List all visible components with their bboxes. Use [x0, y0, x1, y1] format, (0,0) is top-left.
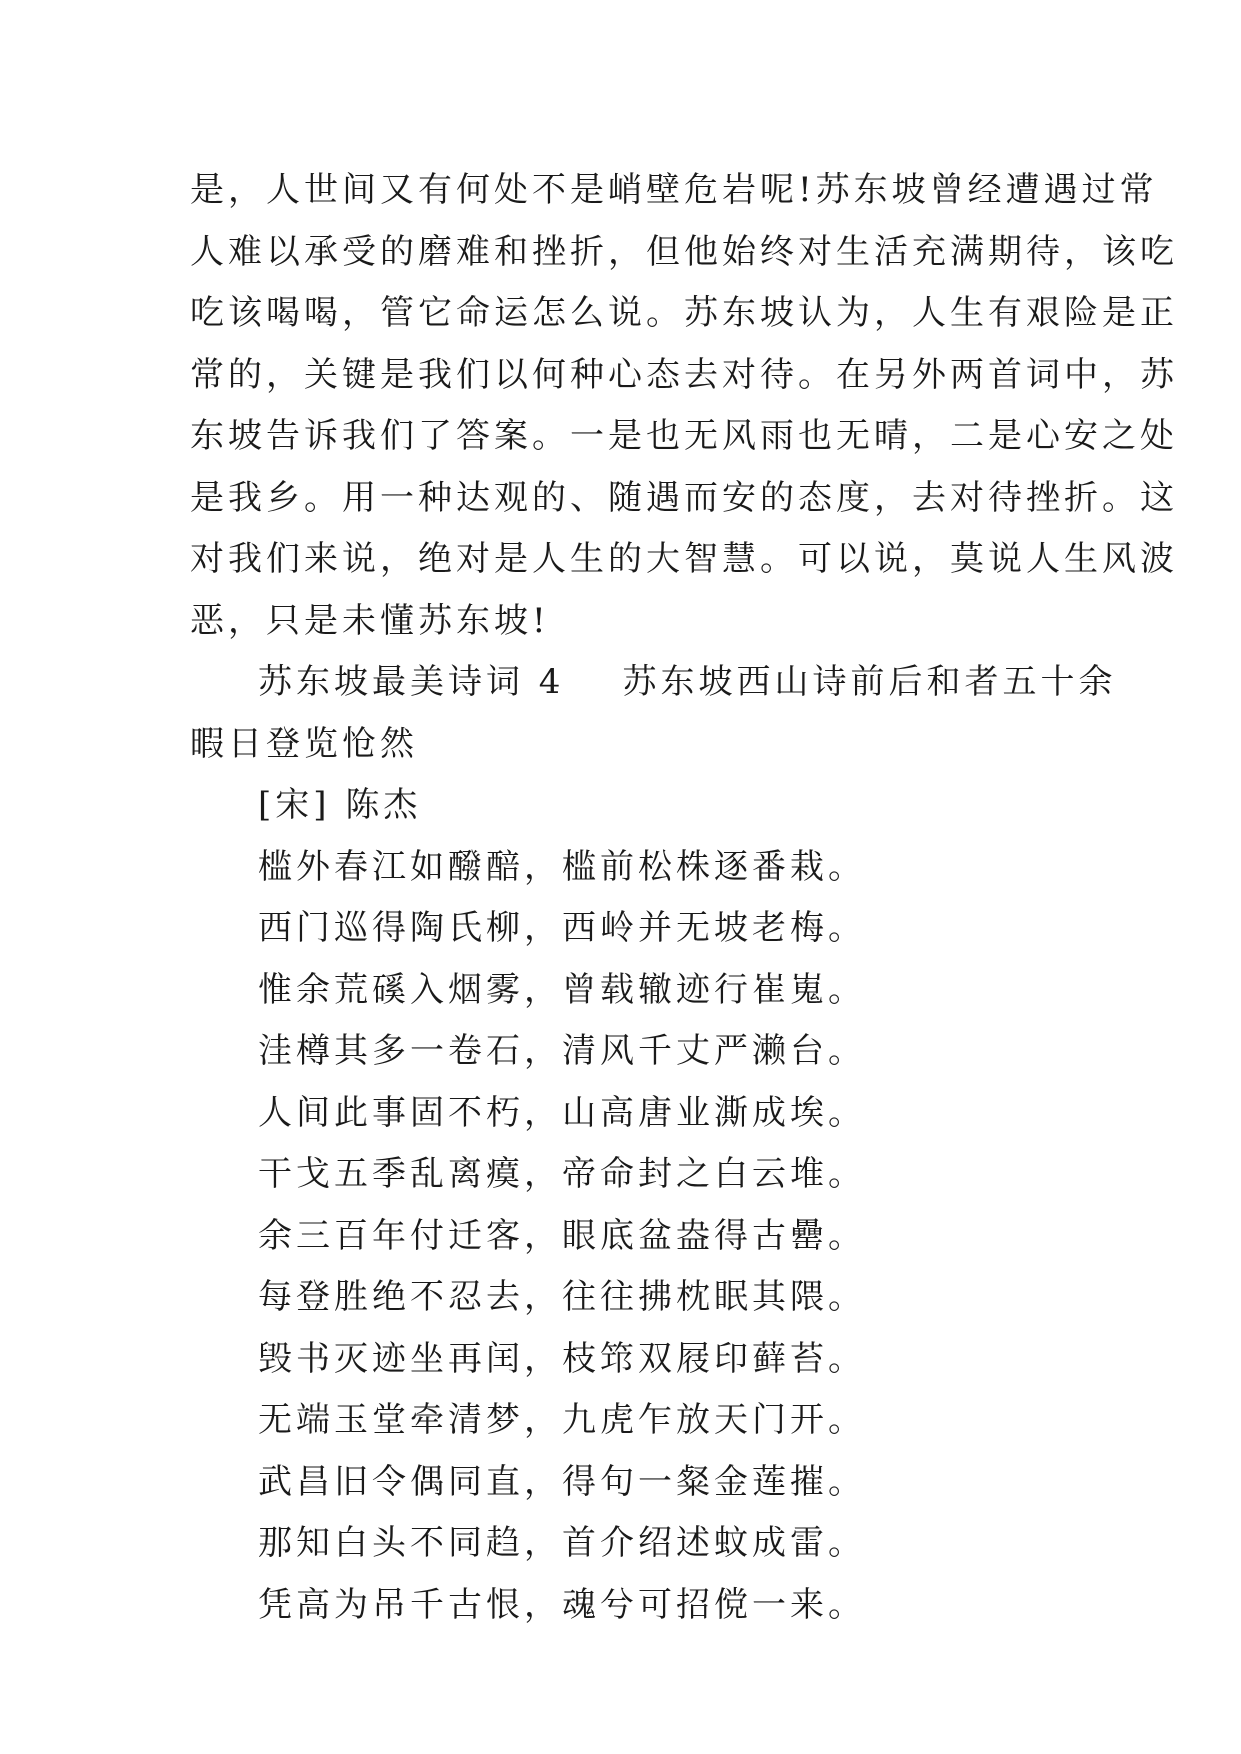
paragraph-line: 吃该喝喝，管它命运怎么说。苏东坡认为，人生有艰险是正 [190, 293, 1178, 333]
poem-line: 槛外春江如醱醅，槛前松株逐番栽。 [258, 846, 866, 887]
paragraph-line: 是我乡。用一种达观的、随遇而安的态度，去对待挫折。这 [190, 477, 1178, 518]
poem-line: 余三百年付迁客，眼底盆盎得古罍。 [258, 1215, 866, 1256]
essay-paragraph [190, 160, 1178, 652]
poem-body [190, 837, 1050, 1637]
section-label: 苏东坡最美诗词 4 [258, 662, 565, 702]
poem-author: [宋] 陈杰 [258, 785, 422, 825]
paragraph-line: 对我们来说，绝对是人生的大智慧。可以说，莫说人生风波 [190, 539, 1178, 579]
paragraph-line: 人难以承受的磨难和挫折，但他始终对生活充满期待，该吃 [190, 231, 1178, 272]
poem-title-continued: 暇日登览怆然 [190, 723, 418, 764]
poem-line: 每登胜绝不忍去，往往拂枕眠其隈。 [258, 1277, 866, 1317]
document-page [190, 160, 1178, 1636]
poem-line: 毁书灭迹坐再闰，枝筇双屐印藓苔。 [258, 1338, 866, 1379]
poem-line: 人间此事固不朽，山高唐业澌成埃。 [258, 1092, 866, 1133]
poem-line: 那知白头不同趋，首介绍述蚊成雷。 [258, 1523, 866, 1563]
poem-line: 无端玉堂牵清梦，九虎乍放天门开。 [258, 1400, 866, 1440]
paragraph-line: 恶，只是未懂苏东坡! [190, 600, 550, 641]
heading-line-1 [190, 652, 1117, 714]
poem-line: 干戈五季乱离瘼，帝命封之白云堆。 [258, 1154, 866, 1194]
poem-line: 西门巡得陶氏柳，西岭并无坡老梅。 [258, 908, 866, 948]
poem-line: 凭高为吊千古恨，魂兮可招傥一来。 [258, 1584, 866, 1625]
poem-line: 武昌旧令偶同直，得句一粲金莲摧。 [258, 1461, 866, 1502]
paragraph-line: 东坡告诉我们了答案。一是也无风雨也无晴，二是心安之处 [190, 416, 1178, 456]
paragraph-line: 是，人世间又有何处不是峭壁危岩呢!苏东坡曾经遭遇过常 [190, 170, 1158, 210]
section-heading [190, 652, 1117, 775]
paragraph-line: 常的，关键是我们以何种心态去对待。在另外两首词中，苏 [190, 354, 1178, 395]
poem-line: 惟余荒磎入烟雾，曾载辙迹行崔嵬。 [258, 969, 866, 1010]
poem-line: 洼樽其多一卷石，清风千丈严濑台。 [258, 1031, 866, 1071]
poem-title: 苏东坡西山诗前后和者五十余 [622, 662, 1117, 702]
